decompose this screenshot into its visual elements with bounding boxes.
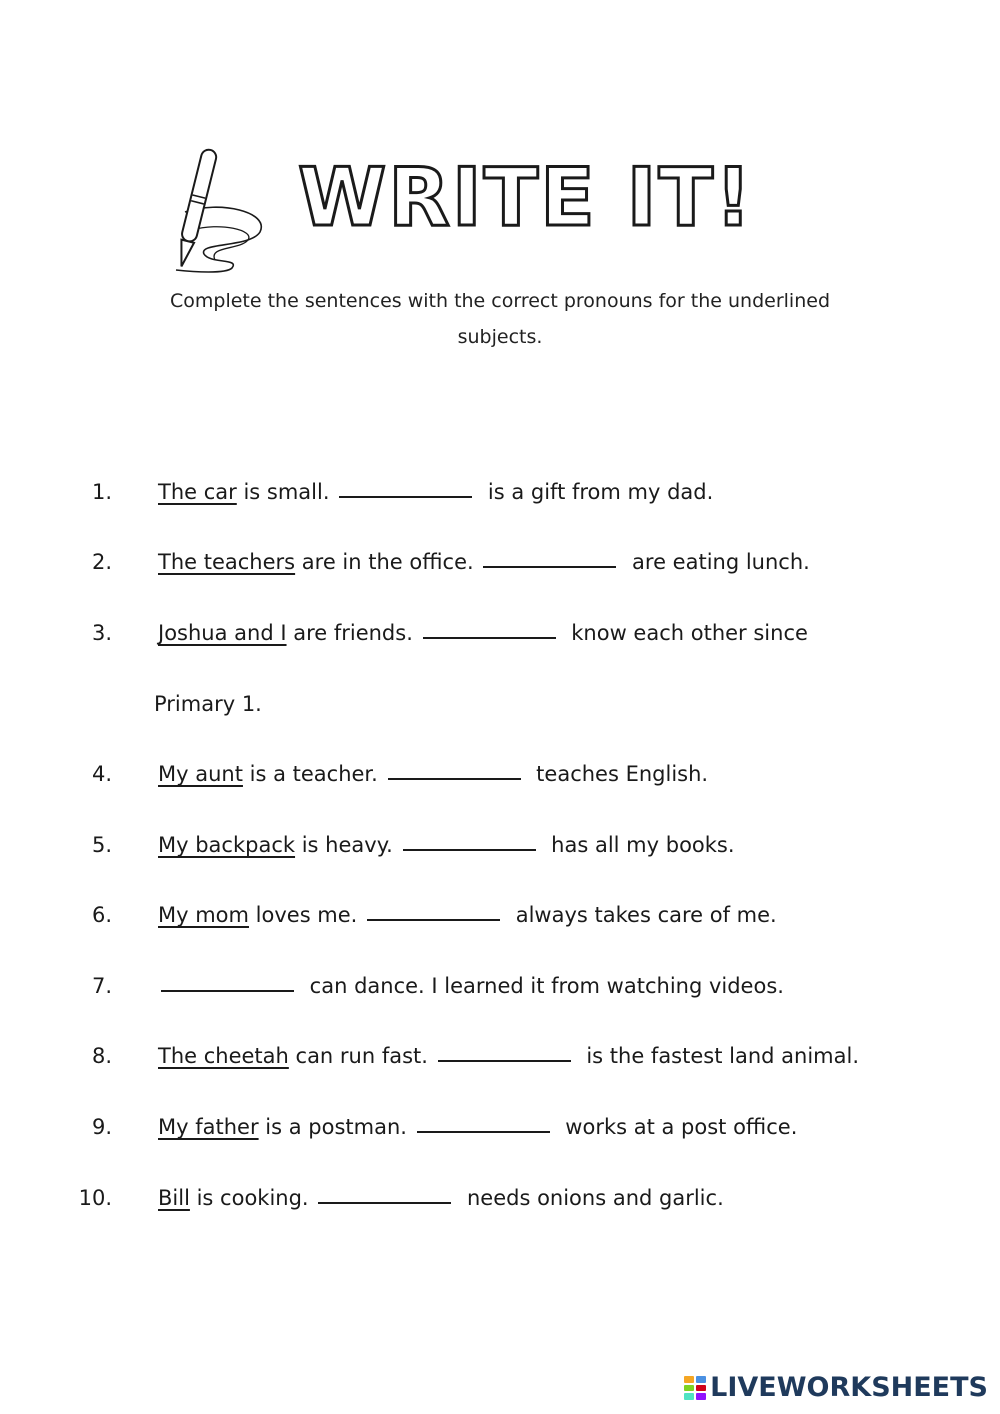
sentence-part: can run fast. (288, 1044, 428, 1068)
underlined-subject: The car (158, 480, 237, 504)
question-sentence (158, 830, 735, 860)
sentence-part: are eating lunch. (625, 550, 810, 574)
sentence-part: always takes care of me. (509, 903, 777, 927)
question-number: 4. (91, 762, 112, 786)
answer-blank[interactable] (483, 566, 616, 568)
sentence-part: teaches English. (529, 762, 709, 786)
underlined-subject: My aunt (158, 762, 243, 786)
sentence-part: is heavy. (295, 833, 393, 857)
question-sentence (158, 900, 777, 930)
logo (684, 1374, 988, 1401)
question-sentence (158, 477, 713, 507)
question-row (0, 971, 960, 1001)
question-sentence (158, 1112, 797, 1142)
sentence-part: can dance. I learned it from watching videos. (303, 974, 784, 998)
underlined-subject: Joshua and I (158, 621, 287, 645)
question-continuation: Primary 1. (154, 692, 262, 716)
question-row (0, 900, 960, 930)
question-row (0, 477, 960, 507)
question-number: 6. (91, 903, 112, 927)
question-sentence (158, 618, 808, 648)
question-row (0, 759, 960, 789)
underlined-subject: The cheetah (158, 1044, 289, 1068)
sentence-part: know each other since (564, 621, 808, 645)
underlined-subject: The teachers (158, 550, 296, 574)
question-number: 5. (91, 833, 112, 857)
sentence-part: needs onions and garlic. (460, 1186, 724, 1210)
answer-blank[interactable] (339, 496, 472, 498)
sentence-part: is cooking. (189, 1186, 309, 1210)
underlined-subject: Bill (158, 1186, 190, 1210)
sentence-part: are in the office. (295, 550, 474, 574)
question-number: 7. (91, 974, 112, 998)
question-sentence (158, 971, 784, 1001)
page-title: WRITE IT! (298, 151, 754, 244)
answer-blank[interactable] (417, 1131, 550, 1133)
underlined-subject: My father (158, 1115, 259, 1139)
question-row (0, 830, 960, 860)
question-row (0, 1183, 960, 1213)
question-row (0, 547, 960, 577)
sentence-part: is a teacher. (242, 762, 378, 786)
underlined-subject: My backpack (158, 833, 296, 857)
question-sentence (158, 759, 708, 789)
underlined-subject: My mom (158, 903, 249, 927)
sentence-part: is the fastest land animal. (579, 1044, 859, 1068)
answer-blank[interactable] (367, 919, 500, 921)
question-number: 3. (91, 621, 112, 645)
question-sentence (158, 1041, 859, 1071)
question-number: 2. (91, 550, 112, 574)
question-row (0, 618, 960, 648)
answer-blank[interactable] (403, 849, 536, 851)
question-number: 9. (91, 1115, 112, 1139)
question-row (0, 1041, 960, 1071)
question-row (0, 1112, 960, 1142)
question-sentence (158, 547, 810, 577)
answer-blank[interactable] (438, 1060, 571, 1062)
sentence-part: has all my books. (544, 833, 735, 857)
sentence-part: is a gift from my dad. (481, 480, 714, 504)
question-sentence (158, 1183, 724, 1213)
answer-blank[interactable] (388, 778, 521, 780)
question-number: 8. (91, 1044, 112, 1068)
answer-blank[interactable] (423, 637, 556, 639)
sentence-part: are friends. (286, 621, 413, 645)
sentence-part: is a postman. (258, 1115, 407, 1139)
liveworksheets-logo-icon (684, 1376, 706, 1400)
question-number: 1. (91, 480, 112, 504)
instructions: Complete the sentences with the correct pronouns for the underlined subjects. (170, 290, 830, 348)
answer-blank[interactable] (318, 1202, 451, 1204)
pen-icon (160, 142, 275, 274)
answer-blank[interactable] (161, 990, 294, 992)
question-number: 10. (78, 1186, 112, 1210)
sentence-part: loves me. (248, 903, 358, 927)
sentence-part: is small. (236, 480, 330, 504)
sentence-part: works at a post office. (558, 1115, 798, 1139)
logo-text: LIVEWORKSHEETS (710, 1372, 988, 1403)
